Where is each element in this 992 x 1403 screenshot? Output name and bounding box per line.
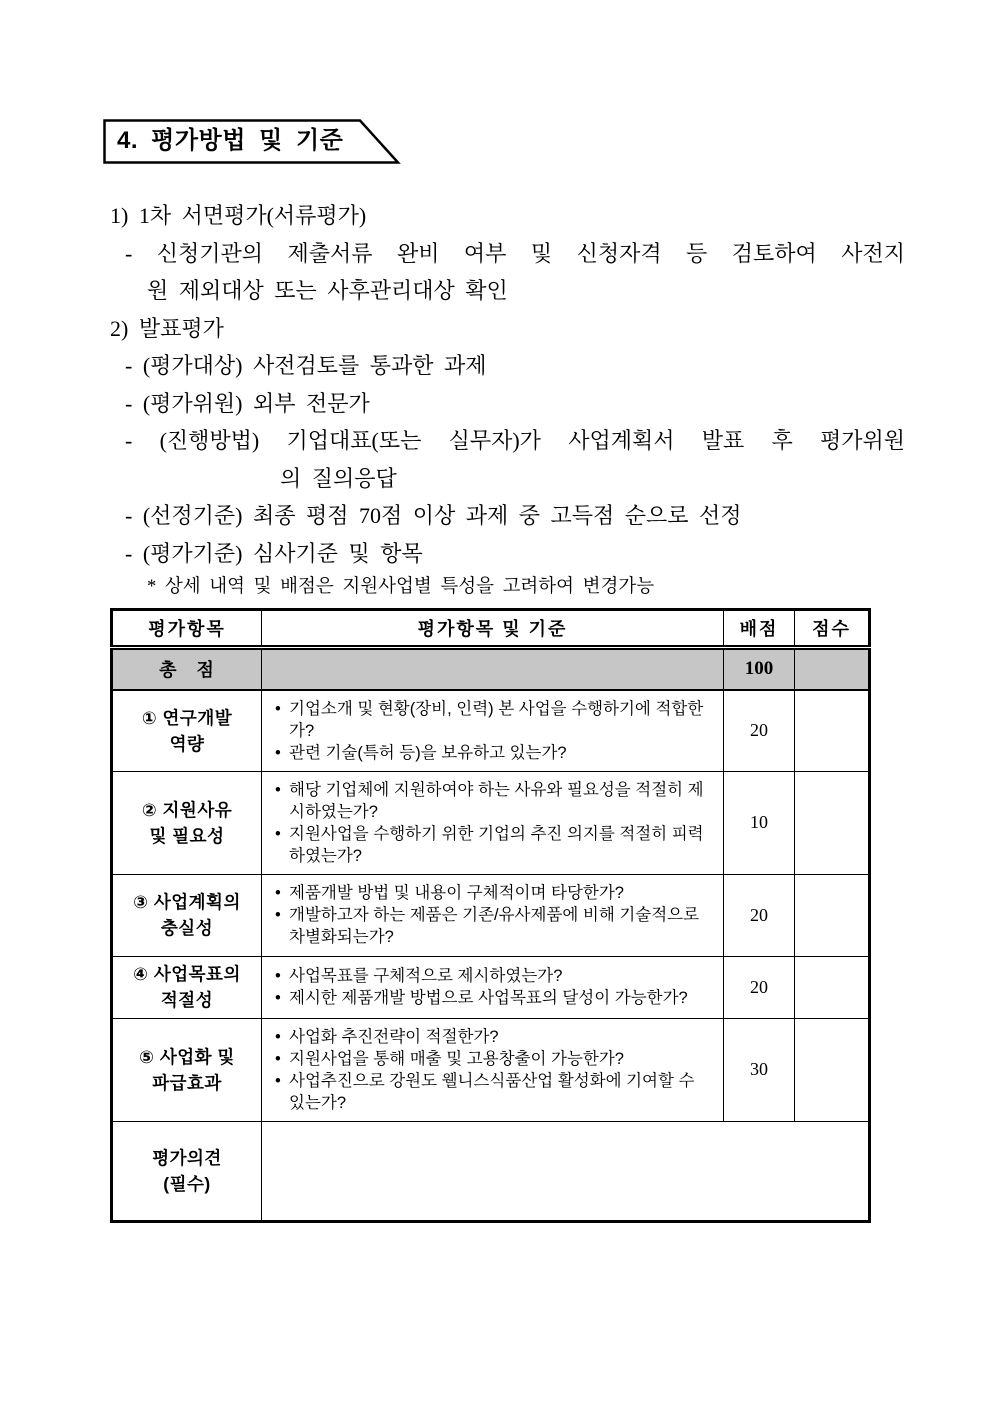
row1-criterion-1: • 기업소개 및 현황(장비, 인력) 본 사업을 수행하기에 적합한가? [274,698,709,742]
row3-points: 20 [724,874,795,956]
row3-category-line2: 충실성 [160,918,214,938]
header-criteria: 평가항목 및 기준 [262,610,724,648]
row2-category-line1: ② 지원사유 [141,799,233,820]
row2-criterion-2: • 지원사업을 수행하기 위한 기업의 추진 의지를 적절히 피력하였는가? [274,823,709,867]
row5-category-line1: ⑤ 사업화 및 [139,1046,235,1067]
section-title: 4. 평가방법 및 기준 [117,127,344,154]
row4-score-empty [795,956,870,1018]
row3-category-line1: ③ 사업계획의 [133,892,241,912]
total-row [112,648,870,690]
row2-points: 10 [724,771,795,874]
table-header-row [112,610,870,648]
row5-category-line2: 파급효과 [152,1072,222,1093]
row4-criteria [262,956,724,1018]
opinion-row [112,1121,870,1221]
opinion-label-line1: 평가의견 [152,1147,222,1168]
opinion-content-empty [262,1121,870,1221]
evaluation-table [110,608,871,1223]
row5-criterion-1: • 사업화 추진전략이 적절한가? [274,1026,709,1048]
row2-category-line2: 및 필요성 [149,825,225,846]
row3-criteria [262,874,724,956]
row5-category [112,1018,262,1121]
row1-points: 20 [724,690,795,772]
body-text [105,197,905,602]
row4-criterion-1: • 사업목표를 구체적으로 제시하였는가? [274,965,709,987]
row1-category [112,690,262,772]
table-row [112,956,870,1018]
row1-score-empty [795,690,870,772]
body-line-1: 1) 1차 서면평가(서류평가) [110,203,367,228]
row2-criteria [262,771,724,874]
row3-category [112,874,262,956]
row3-criterion-2: • 개발하고자 하는 제품은 기존/유사제품에 비해 기술적으로 차별화되는가? [274,904,709,948]
total-criteria-empty [262,648,724,690]
row3-criterion-1: • 제품개발 방법 및 내용이 구체적이며 타당한가? [274,882,709,904]
section-banner [103,119,403,165]
total-points: 100 [724,648,795,690]
table-row [112,874,870,956]
body-line-8: 의 질의응답 [280,465,397,491]
row4-category-line1: ④ 사업목표의 [133,964,241,984]
body-line-4: 2) 발표평가 [110,315,224,341]
header-points: 배점 [724,610,795,648]
table-row [112,1018,870,1121]
row5-criterion-3: • 사업추진으로 강원도 웰니스식품산업 활성화에 기여할 수 있는가? [274,1070,709,1114]
body-line-5: - (평가대상) 사전검토를 통과한 과제 [125,353,487,378]
row1-criteria [262,690,724,772]
row5-criteria [262,1018,724,1121]
row4-points: 20 [724,956,795,1018]
row5-points: 30 [724,1018,795,1121]
total-score-empty [795,648,870,690]
body-line-2: - 신청기관의 제출서류 완비 여부 및 신청자격 등 검토하여 사전지 [125,240,905,266]
total-label: 총 점 [112,648,262,690]
row3-score-empty [795,874,870,956]
opinion-label [112,1121,262,1221]
body-footnote: * 상세 내역 및 배점은 지원사업별 특성을 고려하여 변경가능 [147,577,655,597]
table-row [112,690,870,772]
body-line-9: - (선정기준) 최종 평점 70점 이상 과제 중 고득점 순으로 선정 [125,503,742,528]
header-score: 점수 [795,610,870,648]
row1-category-line1: ① 연구개발 [141,707,233,728]
body-line-7: - (진행방법) 기업대표(또는 실무자)가 사업계획서 발표 후 평가위원 [125,428,905,453]
body-line-10: - (평가기준) 심사기준 및 항목 [125,540,423,566]
table-row [112,771,870,874]
row4-category [112,956,262,1018]
row5-score-empty [795,1018,870,1121]
row1-category-line2: 역량 [169,733,205,754]
opinion-label-line2: (필수) [163,1173,211,1194]
row4-category-line2: 적절성 [160,990,214,1010]
row5-criterion-2: • 지원사업을 통해 매출 및 고용창출이 가능한가? [274,1048,709,1070]
row1-criterion-2: • 관련 기술(특허 등)을 보유하고 있는가? [274,742,709,764]
header-category: 평가항목 [112,610,262,648]
body-line-3: 원 제외대상 또는 사후관리대상 확인 [147,278,508,303]
row2-criterion-1: • 해당 기업체에 지원하여야 하는 사유와 필요성을 적절히 제시하였는가? [274,779,709,823]
row4-criterion-2: • 제시한 제품개발 방법으로 사업목표의 달성이 가능한가? [274,987,709,1009]
row2-score-empty [795,771,870,874]
row2-category [112,771,262,874]
body-line-6: - (평가위원) 외부 전문가 [125,390,370,416]
